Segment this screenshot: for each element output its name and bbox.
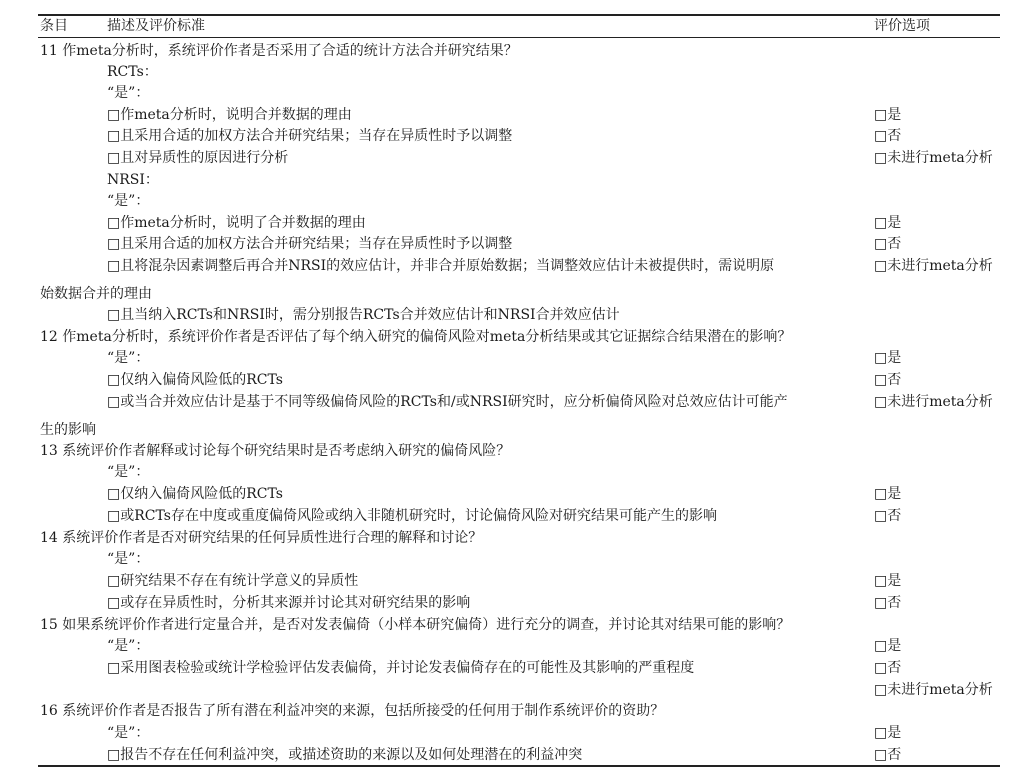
criterion-detail: □且对异质性的原因进行分析 xyxy=(107,150,289,166)
table-row xyxy=(0,104,1018,126)
rating-option: □否 xyxy=(874,747,902,763)
criterion-detail: “是”： xyxy=(107,464,150,480)
criterion-detail: □或存在异质性时，分析其来源并讨论其对研究结果的影响 xyxy=(107,595,471,611)
criterion-detail: □或当合并效应估计是基于不同等级偏倚风险的RCTs和/或NRSI研究时，应分析偏倚风险对总效应估计可能产 xyxy=(107,394,788,410)
rating-option: □否 xyxy=(874,236,902,252)
criterion-detail: □采用图表检验或统计学检验评估发表偏倚，并讨论发表偏倚存在的可能性及其影响的严重程度 xyxy=(107,660,695,676)
criterion-detail: □且将混杂因素调整后再合并NRSI的效应估计，并非合并原始数据；当调整效应估计未被提供时，需说明原 xyxy=(107,258,775,274)
criterion-detail: “是”： xyxy=(107,193,150,209)
rating-option: □否 xyxy=(874,508,902,524)
criterion-detail: “是”： xyxy=(107,725,150,741)
table-row xyxy=(0,169,1018,191)
table-row xyxy=(0,614,1018,636)
rating-option: □否 xyxy=(874,372,902,388)
table-row xyxy=(0,483,1018,505)
table-row xyxy=(0,419,1018,441)
table-row xyxy=(0,369,1018,391)
header-description-col: 描述及评价标准 xyxy=(107,18,205,34)
header-options-col: 评价选项 xyxy=(874,18,930,34)
table-row xyxy=(0,125,1018,147)
table-row xyxy=(0,304,1018,326)
table-row xyxy=(0,570,1018,592)
rating-option: □是 xyxy=(874,638,902,654)
rating-option: □是 xyxy=(874,573,902,589)
criterion-detail: “是”： xyxy=(107,551,150,567)
table-row xyxy=(0,233,1018,255)
criterion-text: 12 作meta分析时，系统评价作者是否评估了每个纳入研究的偏倚风险对meta分析结果或其它证据综合结果潜在的影响？ xyxy=(40,329,792,345)
table-row xyxy=(0,527,1018,549)
table-row xyxy=(0,326,1018,348)
table-row xyxy=(0,700,1018,722)
table-row xyxy=(0,82,1018,104)
table-row xyxy=(0,592,1018,614)
rating-option: □未进行meta分析 xyxy=(874,150,993,166)
rating-option: □是 xyxy=(874,486,902,502)
rating-option: □未进行meta分析 xyxy=(874,682,993,698)
criterion-detail: “是”： xyxy=(107,638,150,654)
criterion-text: 始数据合并的理由 xyxy=(40,286,152,302)
table-row xyxy=(0,147,1018,169)
table-row xyxy=(0,744,1018,766)
table-row xyxy=(0,283,1018,305)
table-row xyxy=(0,347,1018,369)
criterion-detail: NRSI： xyxy=(107,172,159,188)
header-item-col: 条目 xyxy=(40,18,68,34)
criterion-detail: □仅纳入偏倚风险低的RCTs xyxy=(107,372,283,388)
table-row xyxy=(0,212,1018,234)
table-row xyxy=(0,461,1018,483)
rating-option: □否 xyxy=(874,660,902,676)
table-row xyxy=(0,255,1018,277)
rating-option: □未进行meta分析 xyxy=(874,258,993,274)
criterion-text: 16 系统评价作者是否报告了所有潜在利益冲突的来源，包括所接受的任何用于制作系统评价的资助？ xyxy=(40,703,665,719)
rating-option: □否 xyxy=(874,128,902,144)
rating-option: □是 xyxy=(874,725,902,741)
table-row xyxy=(0,40,1018,62)
criterion-text: 11 作meta分析时，系统评价作者是否采用了合适的统计方法合并研究结果？ xyxy=(40,43,518,59)
rating-option: □未进行meta分析 xyxy=(874,394,993,410)
criterion-detail: □且采用合适的加权方法合并研究结果；当存在异质性时予以调整 xyxy=(107,128,513,144)
rating-option: □是 xyxy=(874,107,902,123)
criterion-detail: RCTs： xyxy=(107,64,158,80)
criterion-detail: “是”： xyxy=(107,85,150,101)
rating-option: □否 xyxy=(874,595,902,611)
table-row xyxy=(0,505,1018,527)
criterion-detail: □作meta分析时，说明合并数据的理由 xyxy=(107,107,352,123)
criterion-detail: □研究结果不存在有统计学意义的异质性 xyxy=(107,573,359,589)
table-row xyxy=(0,440,1018,462)
table-row xyxy=(0,391,1018,413)
table-row xyxy=(0,548,1018,570)
header-divider-rule xyxy=(38,37,1000,38)
criterion-detail: □报告不存在任何利益冲突，或描述资助的来源以及如何处理潜在的利益冲突 xyxy=(107,747,583,763)
criterion-detail: □作meta分析时，说明了合并数据的理由 xyxy=(107,215,366,231)
criterion-text: 15 如果系统评价作者进行定量合并，是否对发表偏倚（小样本研究偏倚）进行充分的调查，并讨论其对结果可能的影响？ xyxy=(40,617,791,633)
table-row xyxy=(0,679,1018,701)
rating-option: □是 xyxy=(874,350,902,366)
criterion-text: 14 系统评价作者是否对研究结果的任何异质性进行合理的解释和讨论？ xyxy=(40,530,483,546)
criterion-detail: “是”： xyxy=(107,350,150,366)
criterion-text: 13 系统评价作者解释或讨论每个研究结果时是否考虑纳入研究的偏倚风险？ xyxy=(40,443,511,459)
criterion-detail: □且采用合适的加权方法合并研究结果；当存在异质性时予以调整 xyxy=(107,236,513,252)
criterion-detail: □或RCTs存在中度或重度偏倚风险或纳入非随机研究时，讨论偏倚风险对研究结果可能产生的影响 xyxy=(107,508,717,524)
table-row xyxy=(0,190,1018,212)
criterion-detail: □仅纳入偏倚风险低的RCTs xyxy=(107,486,283,502)
criterion-detail: □且当纳入RCTs和NRSI时，需分别报告RCTs合并效应估计和NRSI合并效应估计 xyxy=(107,307,620,323)
table-bottom-rule xyxy=(38,765,1000,767)
table-row xyxy=(0,635,1018,657)
table-row xyxy=(0,657,1018,679)
table-row xyxy=(0,722,1018,744)
rating-option: □是 xyxy=(874,215,902,231)
table-row xyxy=(0,61,1018,83)
criterion-text: 生的影响 xyxy=(40,422,96,438)
